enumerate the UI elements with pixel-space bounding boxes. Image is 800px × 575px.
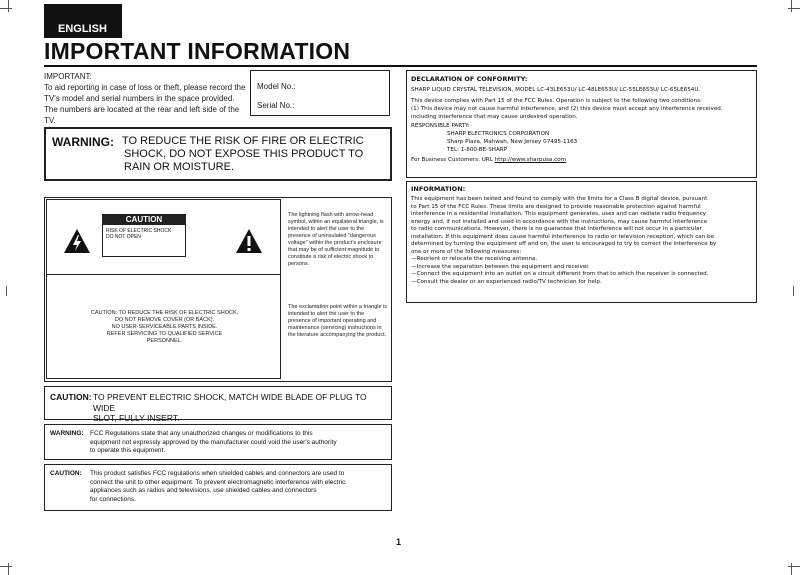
crop-mark — [6, 286, 7, 296]
measure-item: —Consult the dealer or an experienced radio/TV technician for help. — [411, 278, 602, 285]
measure-item: —Increase the separation between the equipment and receiver. — [411, 263, 590, 270]
declaration-heading: DECLARATION OF CONFORMITY: — [411, 75, 528, 83]
information-heading: INFORMATION: — [411, 185, 466, 193]
inner-caution-line: REFER SERVICING TO QUALIFIED SERVICE — [106, 331, 223, 337]
measure-item: —Connect the equipment into an outlet on a circuit different from that to which the receiver is connected. — [411, 271, 709, 277]
measure-item: —Reorient or relocate the receiving antenna. — [411, 256, 538, 262]
intro-line: The numbers are located at the rear and left side of the TV. — [44, 105, 240, 125]
safety-symbols-box — [44, 197, 392, 382]
language-tab: ENGLISH — [44, 4, 122, 38]
model-number-field: Model No.: — [257, 82, 296, 91]
crop-mark — [788, 566, 800, 567]
title-divider — [44, 65, 757, 67]
exclamation-triangle-icon — [235, 228, 263, 254]
information-line: interference in a residential installation. This equipment generates, uses and can radiate radio frequency — [411, 211, 707, 217]
information-line: one or more of the following measures: — [411, 248, 522, 255]
declaration-model-line: SHARP LIQUID CRYSTAL TELEVISION, MODEL LC-43LE653U/ LC-48LE653U/ LC-55LE653U/ LC-65LE654U. — [411, 87, 701, 93]
caution-label-body — [103, 225, 185, 243]
intro-label: IMPORTANT: — [44, 72, 92, 81]
inner-caution-line: PERSONNEL. — [146, 338, 183, 344]
page-title: IMPORTANT INFORMATION — [44, 38, 351, 64]
information-line: determined by turning the equipment off and on, the user is encouraged to try to correct the interference by — [411, 241, 717, 247]
warning-line: RAIN OR MOISTURE. — [124, 161, 235, 173]
address-line: Sharp Plaza, Mahwah, New Jersey 07495-1163 — [447, 139, 578, 145]
caution-label — [102, 214, 186, 257]
warning-line: equipment not expressly approved by the manufacturer could void the user's authority — [90, 438, 337, 446]
caution-line: This product satisfies FCC regulations when shielded cables and connectors are used to — [90, 470, 345, 477]
sharp-website-link[interactable]: http://www.sharpusa.com — [494, 157, 567, 163]
warning-fcc-text — [90, 430, 386, 456]
information-line: energy and, if not installed and used in accordance with the instructions, may cause harmful interference — [411, 218, 708, 225]
warning-line: FCC Regulations state that any unauthorized changes or modifications to this — [90, 430, 313, 437]
crop-mark — [791, 563, 792, 575]
caution-label-panel — [46, 199, 281, 379]
warning-fcc-box — [44, 424, 392, 460]
crop-mark — [8, 563, 9, 575]
caution-label-head: CAUTION — [103, 215, 185, 225]
caution-label: CAUTION: — [50, 392, 92, 402]
warning-fire-box — [44, 127, 392, 181]
lightning-description: The lightning flash with arrow-head symbol, within an equilateral triangle, is intended to alert the user to the presence of uninsulated "dangerous voltage" within the product's enclosure that may be of sufficient magnitude to constitute a risk of electric shock to persons. — [288, 212, 384, 267]
information-line: installation. If this equipment does cause harmful interference to radio or television reception, which can be — [411, 233, 715, 240]
information-box — [406, 181, 757, 303]
declaration-paragraph: including interference that may cause undesired operation. — [411, 114, 578, 120]
warning-label: WARNING: — [52, 135, 114, 149]
caution-label: CAUTION: — [50, 470, 82, 477]
warning-line: to operate this equipment. — [90, 447, 166, 454]
caution-line: TO PREVENT ELECTRIC SHOCK, MATCH WIDE BLADE OF PLUG TO WIDE — [93, 392, 367, 413]
serial-number-field: Serial No.: — [257, 101, 295, 110]
inner-caution-line: CAUTION: TO REDUCE THE RISK OF ELECTRIC SHOCK, — [90, 310, 239, 316]
warning-text — [122, 135, 387, 174]
address-line: SHARP ELECTRONICS CORPORATION — [447, 131, 550, 137]
responsible-party-label: RESPONSIBLE PARTY: — [411, 123, 470, 129]
lightning-triangle-icon — [63, 228, 91, 254]
caution-plug-text — [93, 392, 389, 424]
declaration-of-conformity-box — [406, 70, 757, 178]
exclamation-description: The exclamation point within a triangle is intended to alert the user to the presence of important operating and maintenance (servicing) instructions in the literature accompanying the product. — [288, 304, 388, 338]
caution-fcc-text — [90, 470, 386, 504]
caution-line: for connections. — [90, 495, 136, 503]
crop-mark — [0, 8, 12, 9]
inner-caution-line: DO NOT REMOVE COVER (OR BACK). — [114, 317, 215, 323]
information-line: to radio communications. However, there is no guarantee that interference will not occur in a particular — [411, 226, 702, 232]
model-serial-box — [250, 70, 390, 116]
declaration-paragraph: (1) This device may not cause harmful interference, and (2) this device must accept any interference received, — [411, 106, 723, 112]
caution-line: SLOT, FULLY INSERT. — [93, 413, 180, 423]
caution-line: connect the unit to other equipment. To prevent electromagnetic interference with electric — [90, 478, 346, 486]
crop-mark — [0, 566, 12, 567]
caution-label-line: DO NOT OPEN — [106, 234, 141, 240]
crop-mark — [8, 0, 9, 12]
phone-line: TEL: 1-800-BE-SHARP — [447, 147, 508, 153]
intro-line: TV's model and serial numbers in the space provided. — [44, 94, 235, 103]
declaration-paragraph: This device complies with Part 15 of the FCC Rules. Operation is subject to the following two conditions: — [411, 98, 702, 104]
panel-divider — [47, 274, 280, 275]
page-number: 1 — [396, 537, 402, 547]
intro-line: To aid reporting in case of loss or theft, please record the — [44, 83, 246, 92]
information-line: to Part 15 of the FCC Rules. These limits are designed to provide reasonable protection against harmful — [411, 203, 701, 210]
intro-text — [44, 71, 249, 126]
inner-caution-text — [62, 310, 267, 345]
warning-label: WARNING: — [50, 430, 84, 437]
warning-line: TO REDUCE THE RISK OF FIRE OR ELECTRIC — [122, 135, 364, 147]
inner-caution-line: NO USER-SERVICEABLE PARTS INSIDE. — [111, 324, 218, 330]
caution-label-line: RISK OF ELECTRIC SHOCK — [106, 228, 172, 234]
caution-fcc-box — [44, 464, 392, 511]
warning-line: SHOCK, DO NOT EXPOSE THIS PRODUCT TO — [124, 148, 364, 160]
information-line: This equipment has been tested and found to comply with the limits for a Class B digital device, pursuant — [411, 196, 708, 202]
crop-mark — [791, 0, 792, 12]
business-line — [411, 156, 753, 164]
caution-line: appliances such as radios and televisions, use shielded cables and connectors — [90, 487, 317, 494]
crop-mark — [793, 286, 794, 296]
caution-plug-box — [44, 386, 392, 423]
business-label: For Business Customers: URL — [411, 157, 493, 163]
crop-mark — [788, 8, 800, 9]
